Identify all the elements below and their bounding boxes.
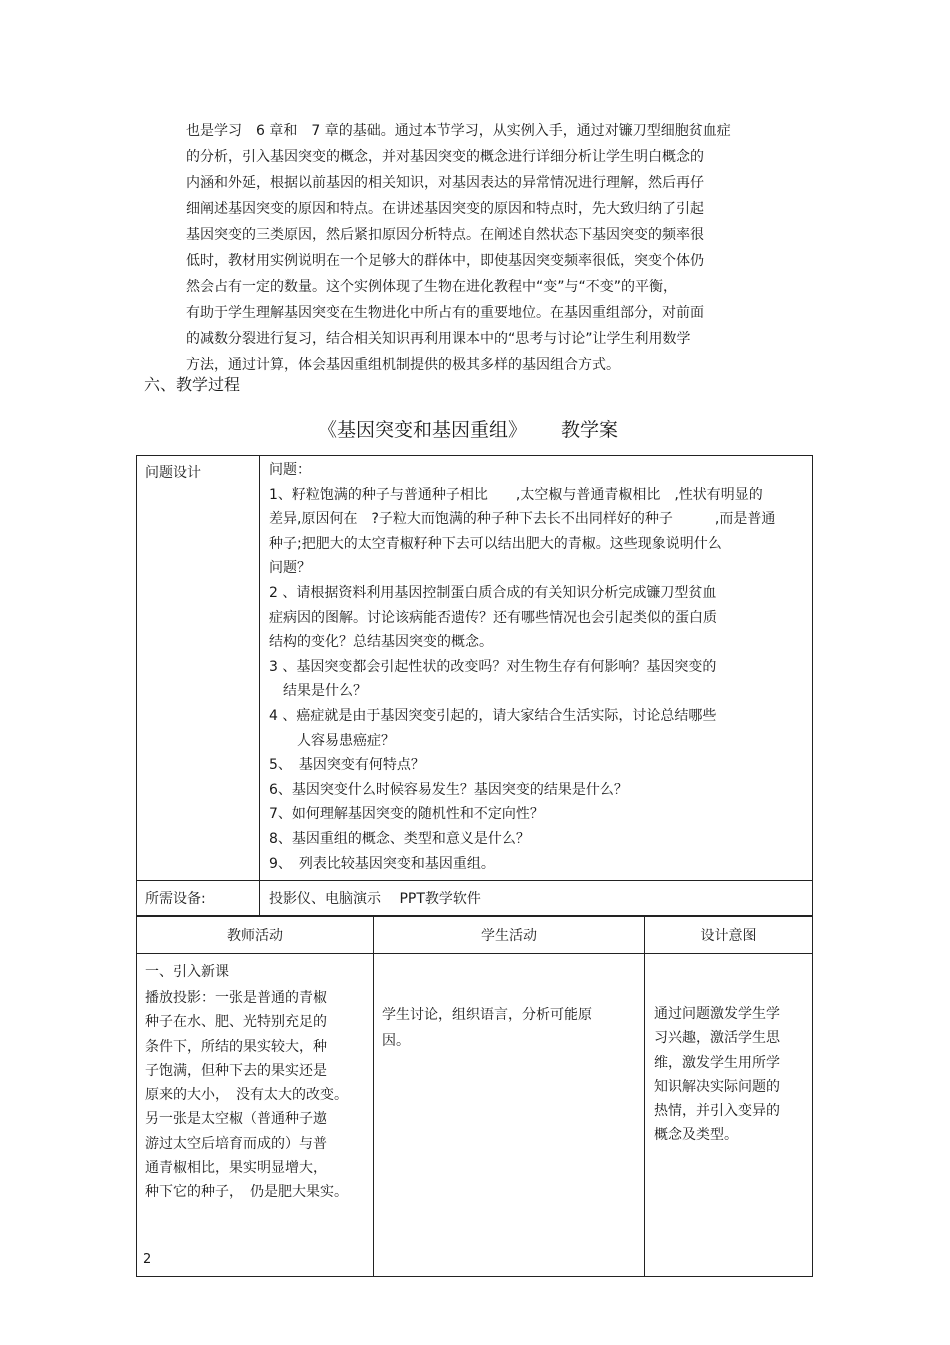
intro-line: 内涵和外延，根据以前基因的相关知识，对基因表达的异常情况进行理解，然后再仔 [186, 175, 704, 191]
teacher-activity-cell [137, 954, 374, 1277]
teacher-activity-header: 教师活动 [137, 917, 374, 954]
intro-paragraph [186, 118, 766, 378]
question-line: 种子;把肥大的太空青椒籽种下去可以结出肥大的青椒。这些现象说明什么 [269, 535, 722, 552]
design-intent-line: 热情，并引入变异的 [654, 1103, 780, 1120]
question-line: 4 、癌症就是由于基因突变引起的，请大家结合生活实际，讨论总结哪些 [269, 707, 717, 724]
student-activity-header: 学生活动 [374, 917, 645, 954]
question-line: 结构的变化？总结基因突变的概念。 [269, 634, 493, 651]
question-line: 9、 列表比较基因突变和基因重组。 [269, 855, 495, 872]
question-line: 2 、请根据资料利用基因控制蛋白质合成的有关知识分析完成镰刀型贫血 [269, 584, 717, 601]
design-intent-line: 概念及类型。 [654, 1127, 738, 1144]
teacher-activity-line: 游过太空后培育而成的）与普 [145, 1135, 327, 1152]
intro-line: 细阐述基因突变的原因和特点。在讲述基因突变的原因和特点时，先大致归纳了引起 [186, 201, 704, 217]
design-intent-cell [645, 954, 813, 1277]
student-activity-cell [374, 954, 645, 1277]
question-line: 人容易患癌症？ [269, 732, 395, 749]
title-sub: 教学案 [561, 419, 619, 441]
intro-line: 的分析，引入基因突变的概念，并对基因突变的概念进行详细分析让学生明白概念的 [186, 149, 704, 165]
question-design-label: 问题设计 [137, 456, 260, 881]
title-main: 《基因突变和基因重组》 [318, 419, 528, 441]
teacher-activity-line: 原来的大小， 没有太大的改变。 [145, 1087, 348, 1104]
intro-line: 低时，教材用实例说明在一个足够大的群体中，即使基因突变频率很低，突变个体仍 [186, 253, 704, 269]
question-line: 结果是什么？ [269, 683, 367, 700]
document-title [318, 415, 618, 445]
question-line: 7、如何理解基因突变的随机性和不定向性？ [269, 806, 544, 823]
question-line: 症病因的图解。讨论该病能否遗传？还有哪些情况也会引起类似的蛋白质 [269, 609, 717, 626]
question-line: 问题？ [269, 560, 311, 577]
student-activity-line: 学生讨论，组织语言，分析可能原 [382, 1007, 592, 1023]
teacher-activity-heading: 一、引入新课 [145, 964, 229, 980]
question-design-content [260, 456, 813, 881]
intro-line: 有助于学生理解基因突变在生物进化中所占有的重要地位。在基因重组部分，对前面 [186, 305, 704, 321]
activity-table [136, 916, 813, 1277]
intro-line: 基因突变的三类原因，然后紧扣原因分析特点。在阐述自然状态下基因突变的频率很 [186, 227, 704, 243]
section-heading: 六、教学过程 [144, 375, 241, 394]
equipment-value: 投影仪、电脑演示 PPT教学软件 [260, 881, 813, 916]
teacher-activity-line: 种下它的种子， 仍是肥大果实。 [145, 1184, 348, 1201]
question-line: 5、 基因突变有何特点？ [269, 757, 425, 774]
intro-line: 的减数分裂进行复习，结合相关知识再利用课本中的“思考与讨论”让学生利用数学 [186, 331, 691, 347]
question-line: 3 、基因突变都会引起性状的改变吗？对生物生存有何影响？基因突变的 [269, 658, 717, 675]
design-intent-line: 习兴趣，激活学生思 [654, 1030, 780, 1047]
page-number: 2 [143, 1252, 152, 1267]
question-line: 问题： [269, 462, 311, 478]
question-line: 6、基因突变什么时候容易发生？基因突变的结果是什么？ [269, 781, 628, 798]
teacher-activity-line: 播放投影：一张是普通的青椒 [145, 990, 327, 1006]
teacher-activity-line: 通青椒相比，果实明显增大， [145, 1160, 327, 1177]
question-line: 1、籽粒饱满的种子与普通种子相比 ,太空椒与普通青椒相比 ,性状有明显的 [269, 486, 763, 503]
intro-line: 方法，通过计算，体会基因重组机制提供的极其多样的基因组合方式。 [186, 357, 620, 373]
design-intent-line: 通过问题激发学生学 [654, 1006, 780, 1022]
teacher-activity-line: 子饱满，但种下去的果实还是 [145, 1062, 327, 1079]
student-activity-line: 因。 [382, 1033, 410, 1049]
teacher-activity-line: 另一张是太空椒（普通种子遨 [145, 1111, 327, 1128]
intro-line: 也是学习 6 章和 7 章的基础。通过本节学习，从实例入手，通过对镰刀型细胞贫血症 [186, 123, 731, 139]
design-intent-line: 知识解决实际问题的 [654, 1078, 780, 1095]
teacher-activity-line: 条件下，所结的果实较大，种 [145, 1038, 327, 1055]
design-intent-header: 设计意图 [645, 917, 813, 954]
design-intent-line: 维，激发学生用所学 [654, 1054, 780, 1071]
question-line: 8、基因重组的概念、类型和意义是什么？ [269, 830, 530, 847]
question-table [136, 455, 813, 916]
teacher-activity-line: 种子在水、肥、光特别充足的 [145, 1014, 327, 1031]
equipment-label: 所需设备: [137, 881, 260, 916]
question-line: 差异,原因何在 ?子粒大而饱满的种子种下去长不出同样好的种子 ,而是普通 [269, 511, 776, 528]
intro-line: 然会占有一定的数量。这个实例体现了生物在进化教程中“变”与“不变”的平衡， [186, 279, 678, 295]
